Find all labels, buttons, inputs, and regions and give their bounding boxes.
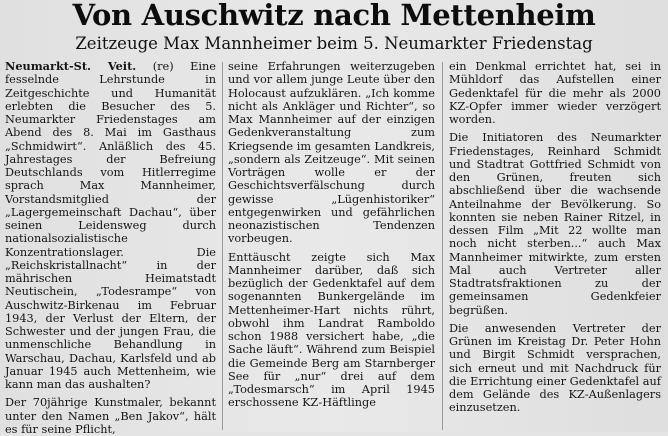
paragraph	[5, 60, 216, 391]
paragraph: Der 70jährige Kunstmaler, bekannt unter den Namen „Ben Jakov“, hält es für seine Pflicht,	[5, 396, 216, 436]
paragraph: Die anwesenden Vertreter der Grünen im Kreistag Dr. Peter Hohn und Birgit Schmidt versprachen, sich erneut und mit Nachdruck für die Errichtung einer Gedenktafel auf dem Gelände des KZ-Außenlagers einzusetzen.	[449, 321, 661, 415]
article-column-2	[228, 60, 435, 410]
paragraph: Enttäuscht zeigte sich Max Mannheimer darüber, daß sich bezüglich der Gedenktafel auf dem sogenannten Bunkergelände im Mettenheimer-Hart nichts rührt, obwohl ihm Landrat Ramboldo schon 1988 versichert habe, „die Sache läuft“. Während zum Beispiel die Gemeinde Berg am Starnberger See für „nur“ drei auf dem „Todesmarsch“ im April 1945 erschossene KZ-Häftlinge	[228, 250, 435, 410]
paragraph: seine Erfahrungen weiterzugeben und vor allem junge Leute über den Holocaust aufzuklären. „Ich komme nicht als Ankläger und Richter“, so Max Mannheimer auf der einzigen Gedenkveranstaltung zum Kriegsende im gesamten Landkreis, „sondern als Zeitzeuge“. Mit seinen Vorträgen wolle er der Geschichtsverfälschung durch gewisse „Lügenhistoriker“ entgegenwirken und gefährlichen neonazistischen Tendenzen vorbeugen.	[228, 60, 435, 246]
headline: Von Auschwitz nach Mettenheim	[72, 0, 596, 32]
paragraph: ein Denkmal errichtet hat, sei in Mühldorf das Aufstellen einer Gedenktafel für die mehr als 2000 KZ-Opfer immer wieder verzögert worden.	[449, 60, 661, 126]
article-column-3	[449, 60, 661, 415]
column-divider-1	[222, 62, 223, 430]
column-divider-2	[442, 62, 443, 430]
dateline: Neumarkt-St. Veit.	[5, 59, 137, 73]
paragraph: Die Initiatoren des Neumarkter Friedenstages, Reinhard Schmidt und Stadtrat Gottfried Schmidt von den Grünen, freuten sich abschließend über die wachsende Anteilnahme der Bevölkerung. So konnten sie neben Rainer Ritzel, in dessen Film „Mit 22 wollte man noch nicht sterben...“ auch Max Mannheimer mitwirkte, zum ersten Mal auch Vertreter aller Stadtratsfraktionen zu der gemeinsamen Gedenkfeier begrüßen.	[449, 131, 661, 317]
subheadline: Zeitzeuge Max Mannheimer beim 5. Neumarkter Friedenstag	[75, 34, 593, 53]
paragraph-text: (re) Eine fesselnde Lehrstunde in Zeitgeschichte und Humanität erlebten die Besucher des 5. Neumarkter Friedenstages am Abend des 8. Mai im Gasthaus „Schmidwirt“. Anläßlich des 45. Jahrestages der Befreiung Deutschlands vom Hitlerregime sprach Max Mannheimer, Vorstandsmitglied der „Lagergemeinschaft Dachau“, über seinen Leidensweg durch nationalsozialistische Konzentrationslager. Die „Reichskristallnacht“ in der mährischen Heimatstadt Neutischein, „Todesrampe“ von Auschwitz-Birkenau im Februar 1943, der Verlust der Eltern, der Schwester und der jungen Frau, die unmenschliche Behandlung in Warschau, Dachau, Karlsfeld und ab Januar 1945 auch Mettenheim, wie kann man das aushalten?	[5, 60, 216, 391]
article-column-1	[5, 60, 216, 436]
